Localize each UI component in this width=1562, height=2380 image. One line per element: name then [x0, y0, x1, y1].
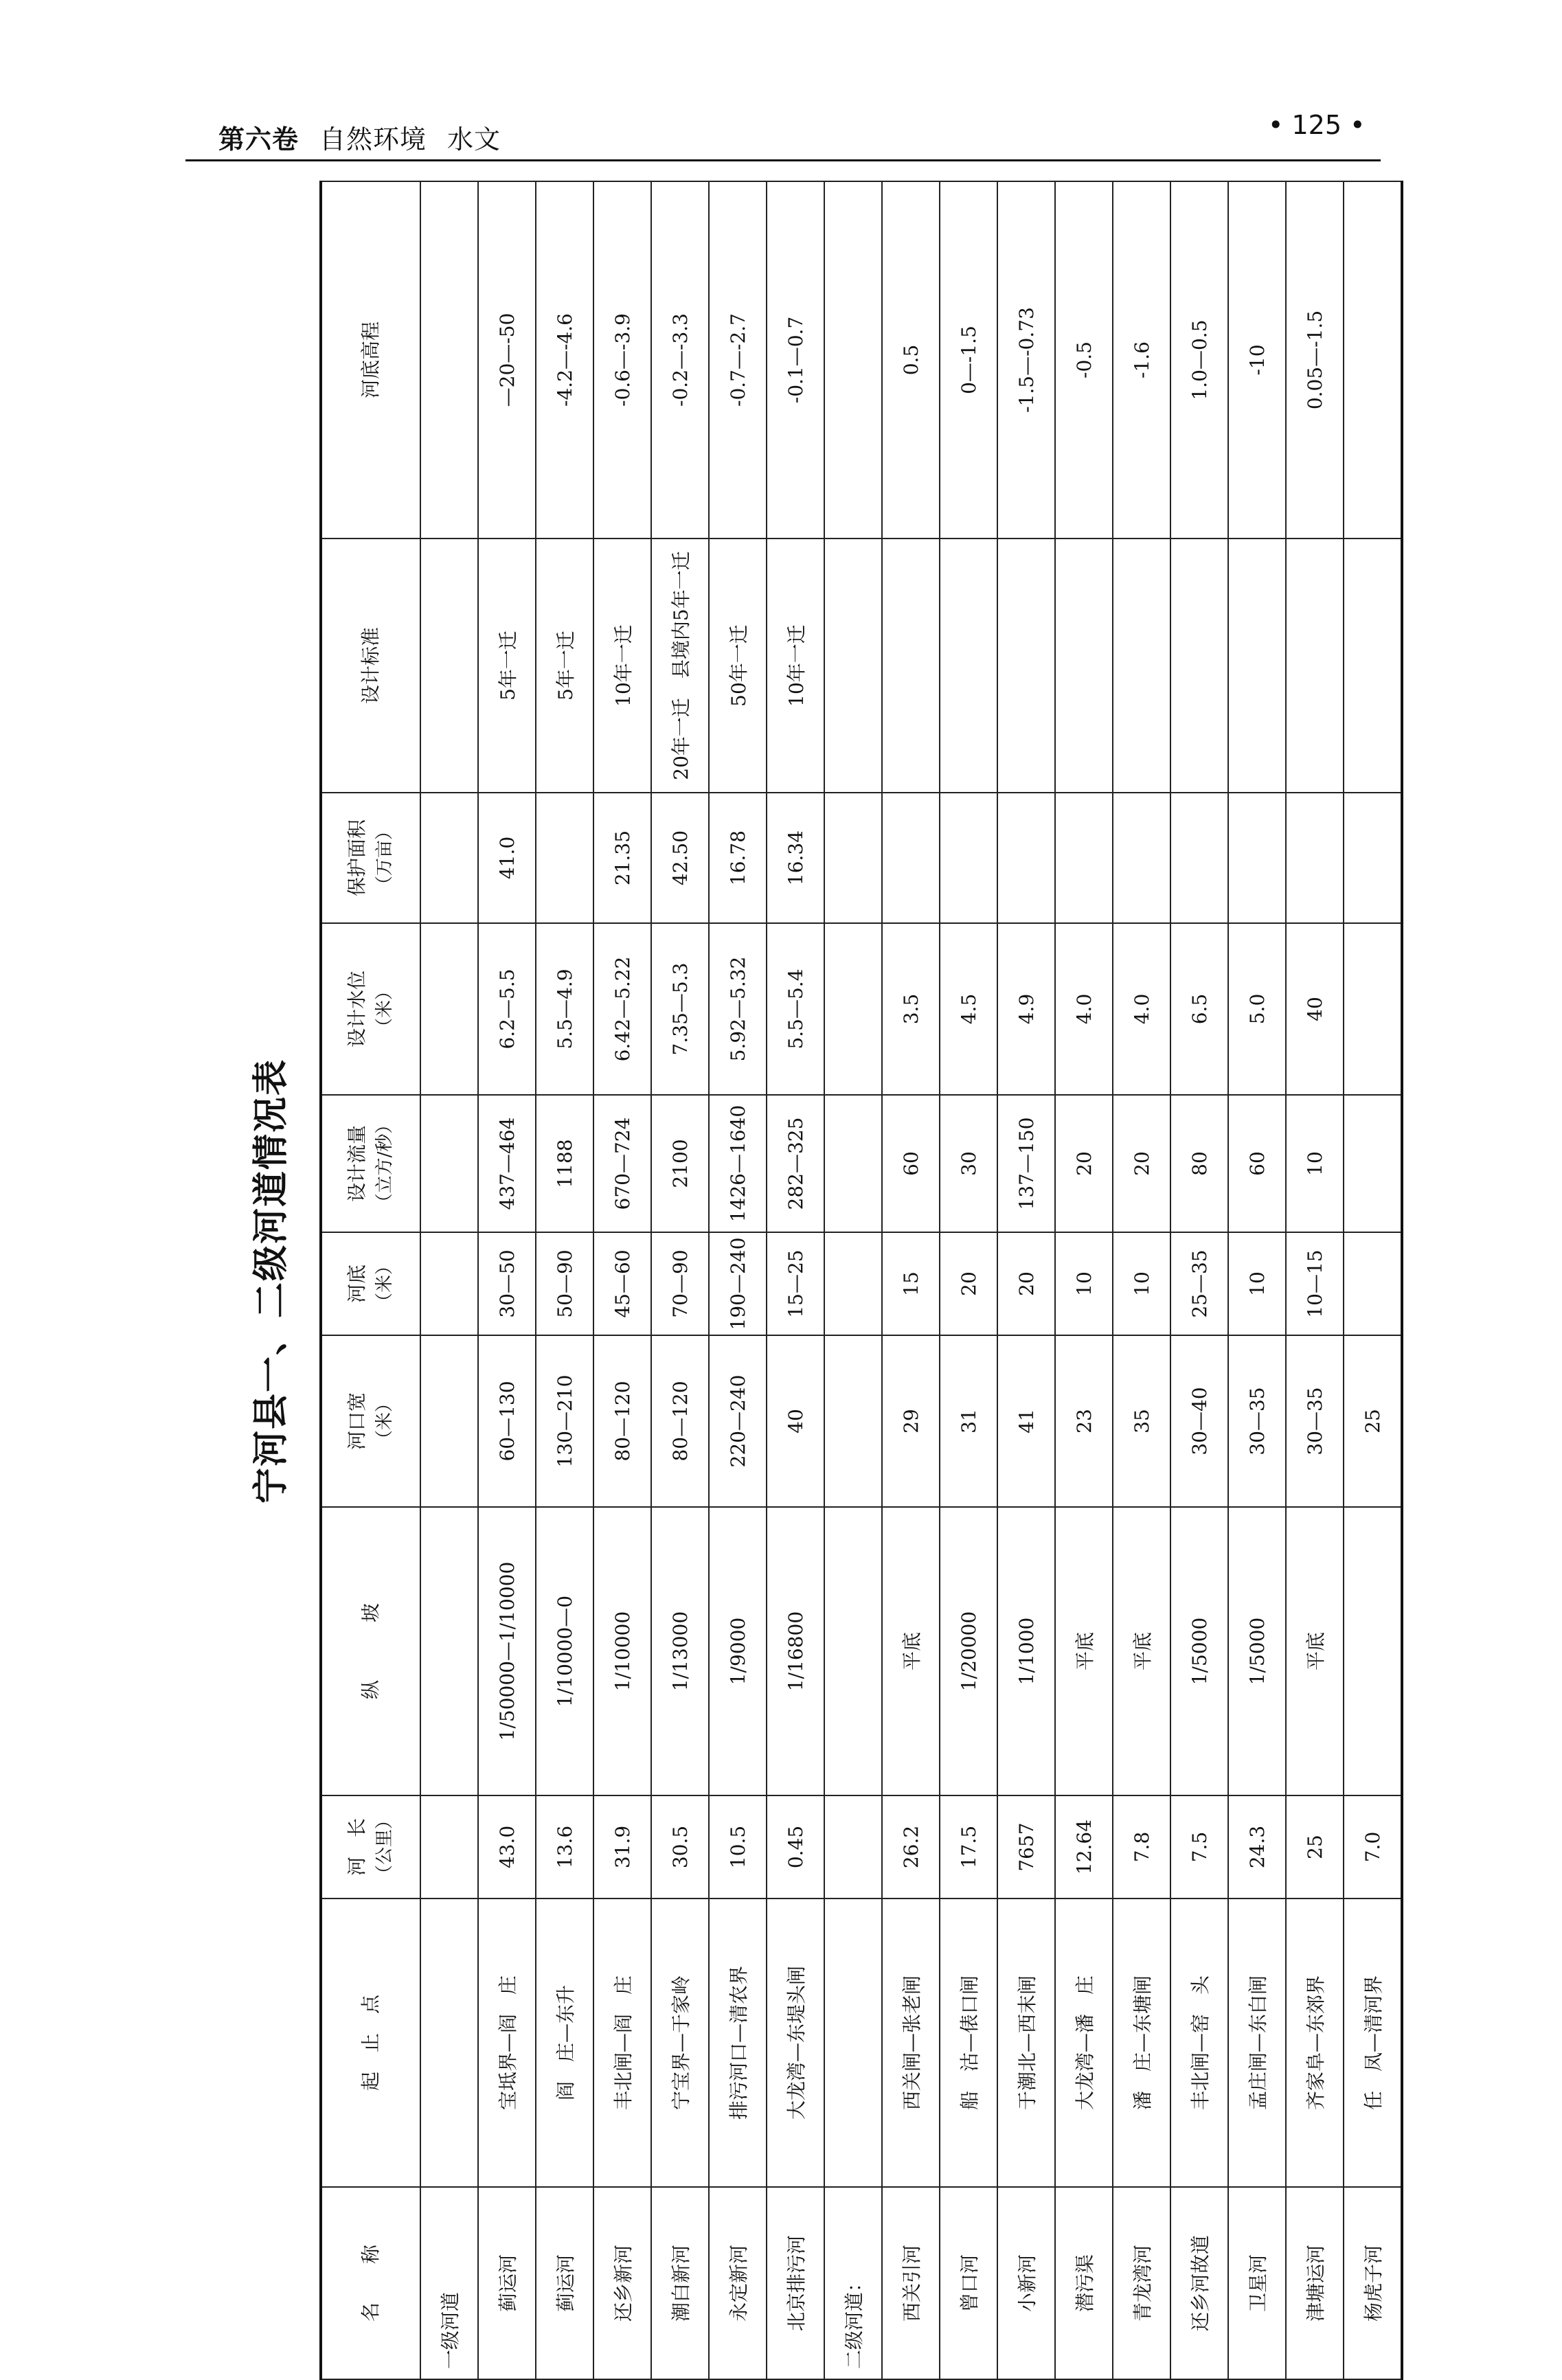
table-body: [420, 181, 1402, 2379]
river-name: 潮白新河: [651, 2187, 709, 2379]
table-cell: 17.5: [940, 1795, 997, 1899]
column-label: 河底高程: [359, 321, 382, 399]
table-cell: 41: [997, 1335, 1055, 1507]
table-cell: [882, 793, 940, 923]
table-cell: 丰北闸—窑 头: [1170, 1899, 1228, 2187]
table-cell: [824, 1899, 882, 2187]
table-cell: 丰北闸—阎 庄: [593, 1899, 651, 2187]
table-cell: 4.0: [1055, 923, 1113, 1095]
section-label: 自然环境: [319, 124, 427, 155]
table-cell: 70—90: [651, 1232, 709, 1335]
table-cell: 41.0: [478, 793, 536, 923]
table-cell: 80—120: [651, 1335, 709, 1507]
column-label: 设计标准: [359, 627, 382, 705]
table-row: [767, 181, 824, 2379]
table-cell: 30—50: [478, 1232, 536, 1335]
rotated-table-area: [244, 182, 1385, 2380]
column-unit: （万亩）: [374, 822, 395, 894]
table-cell: [536, 793, 593, 923]
table-cell: [420, 539, 478, 793]
table-cell: [1344, 1232, 1402, 1335]
column-label: 河口宽: [346, 1392, 368, 1451]
table-cell: 10: [1113, 1232, 1170, 1335]
table-cell: [1344, 923, 1402, 1095]
table-row: [997, 181, 1055, 2379]
table-cell: 16.78: [709, 793, 767, 923]
table-cell: 10: [1228, 1232, 1286, 1335]
table-cell: [420, 1095, 478, 1232]
table-cell: -4.2—-4.6: [536, 181, 593, 539]
table-cell: 35: [1113, 1335, 1170, 1507]
table-cell: 25: [1286, 1795, 1344, 1899]
column-header: [321, 923, 420, 1095]
table-cell: 潘 庄—东塘闸: [1113, 1899, 1170, 2187]
table-cell: 437—464: [478, 1095, 536, 1232]
table-row: [478, 181, 536, 2379]
table-cell: 齐家阜—东郊界: [1286, 1899, 1344, 2187]
table-cell: [1055, 793, 1113, 923]
column-label: 河底: [346, 1265, 368, 1304]
table-row: [882, 181, 940, 2379]
river-name: 还乡河故道: [1170, 2187, 1228, 2379]
table-cell: 1426—1640: [709, 1095, 767, 1232]
table-cell: 10—15: [1286, 1232, 1344, 1335]
table-cell: 40: [767, 1335, 824, 1507]
table-row: [651, 181, 709, 2379]
table-cell: 20: [1055, 1095, 1113, 1232]
river-name: 永定新河: [709, 2187, 767, 2379]
river-name: 青龙湾河: [1113, 2187, 1170, 2379]
table-cell: [1286, 793, 1344, 923]
table-cell: 13.6: [536, 1795, 593, 1899]
table-cell: 1/16800: [767, 1507, 824, 1795]
table-cell: 10: [1055, 1232, 1113, 1335]
table-cell: [997, 793, 1055, 923]
river-name: 卫星河: [1228, 2187, 1286, 2379]
table-cell: [1113, 793, 1170, 923]
table-cell: 平底: [1055, 1507, 1113, 1795]
table-cell: 670—724: [593, 1095, 651, 1232]
table-cell: [1228, 793, 1286, 923]
column-header: [321, 2187, 420, 2379]
table-cell: 于潮北—西末闸: [997, 1899, 1055, 2187]
table-cell: [420, 1232, 478, 1335]
table-cell: [940, 793, 997, 923]
table-cell: 10.5: [709, 1795, 767, 1899]
table-cell: 31.9: [593, 1795, 651, 1899]
table-cell: 5年一迁: [536, 539, 593, 793]
table-cell: 80: [1170, 1095, 1228, 1232]
table-cell: 1/13000: [651, 1507, 709, 1795]
river-name: 北京排污河: [767, 2187, 824, 2379]
column-header: [321, 181, 420, 539]
table-cell: [1344, 539, 1402, 793]
table-cell: 60: [882, 1095, 940, 1232]
table-cell: [940, 539, 997, 793]
table-cell: [1170, 539, 1228, 793]
table-cell: 1/50000—1/10000: [478, 1507, 536, 1795]
column-header: [321, 539, 420, 793]
table-cell: -1.6: [1113, 181, 1170, 539]
table-cell: 2100: [651, 1095, 709, 1232]
table-cell: [1344, 1095, 1402, 1232]
table-cell: -0.2—-3.3: [651, 181, 709, 539]
table-cell: [1113, 539, 1170, 793]
table-cell: 平底: [1113, 1507, 1170, 1795]
table-cell: -0.5: [1055, 181, 1113, 539]
table-cell: 80—120: [593, 1335, 651, 1507]
table-cell: 7.0: [1344, 1795, 1402, 1899]
table-cell: 15: [882, 1232, 940, 1335]
table-cell: -0.6—-3.9: [593, 181, 651, 539]
column-unit: （立方/秒）: [374, 1115, 395, 1212]
table-cell: 1/20000: [940, 1507, 997, 1795]
table-cell: [420, 181, 478, 539]
table-cell: 137—150: [997, 1095, 1055, 1232]
table-cell: 5.5—4.9: [536, 923, 593, 1095]
table-cell: 29: [882, 1335, 940, 1507]
table-cell: -10: [1228, 181, 1286, 539]
table-cell: 12.64: [1055, 1795, 1113, 1899]
table-row: [536, 181, 593, 2379]
table-cell: 船 沽—俵口闸: [940, 1899, 997, 2187]
table-cell: 4.0: [1113, 923, 1170, 1095]
table-cell: 5.92—5.32: [709, 923, 767, 1095]
table-cell: -0.7—-2.7: [709, 181, 767, 539]
table-cell: 宁宝界—于家岭: [651, 1899, 709, 2187]
table-cell: 25—35: [1170, 1232, 1228, 1335]
table-cell: 0—-1.5: [940, 181, 997, 539]
table-cell: [420, 1899, 478, 2187]
table-cell: [882, 539, 940, 793]
table-cell: 6.2—5.5: [478, 923, 536, 1095]
table-cell: [1286, 539, 1344, 793]
table-cell: [1344, 1507, 1402, 1795]
table-cell: 1/5000: [1170, 1507, 1228, 1795]
table-cell: 282—325: [767, 1095, 824, 1232]
table-cell: [824, 793, 882, 923]
table-title: 宁河县一、二级河道情况表: [251, 1058, 292, 1504]
table-cell: 7657: [997, 1795, 1055, 1899]
table-row: [1344, 181, 1402, 2379]
river-name: 曾口河: [940, 2187, 997, 2379]
column-label: 保护面积: [346, 819, 368, 897]
table-cell: 0.5: [882, 181, 940, 539]
table-cell: [824, 1795, 882, 1899]
table-cell: 5年一迁: [478, 539, 536, 793]
table-cell: [824, 181, 882, 539]
column-unit: （米）: [374, 1257, 395, 1311]
river-name: 还乡新河: [593, 2187, 651, 2379]
table-cell: [997, 539, 1055, 793]
table-cell: 45—60: [593, 1232, 651, 1335]
table-cell: [420, 923, 478, 1095]
table-cell: 1.0—0.5: [1170, 181, 1228, 539]
table-row: [1228, 181, 1286, 2379]
table-cell: 阎 庄—东升: [536, 1899, 593, 2187]
table-cell: [824, 1232, 882, 1335]
table-cell: 24.3: [1228, 1795, 1286, 1899]
table-cell: 3.5: [882, 923, 940, 1095]
column-header: [321, 1335, 420, 1507]
table-cell: 190—240: [709, 1232, 767, 1335]
table-cell: 220—240: [709, 1335, 767, 1507]
table-cell: 5.0: [1228, 923, 1286, 1095]
column-header: [321, 1095, 420, 1232]
river-name: 蓟运河: [536, 2187, 593, 2379]
column-label: 纵 坡: [359, 1603, 382, 1700]
table-cell: 7.35—5.3: [651, 923, 709, 1095]
table-cell: 30—35: [1286, 1335, 1344, 1507]
table-cell: 60: [1228, 1095, 1286, 1232]
table-cell: 21.35: [593, 793, 651, 923]
section-row: [824, 181, 882, 2379]
table-cell: 6.42—5.22: [593, 923, 651, 1095]
column-label: 起 止 点: [359, 1995, 382, 2092]
table-cell: 50年一迁: [709, 539, 767, 793]
river-table: [319, 181, 1403, 2380]
table-cell: 30: [940, 1095, 997, 1232]
table-cell: 1/1000: [997, 1507, 1055, 1795]
table-cell: 30—40: [1170, 1335, 1228, 1507]
table-cell: 25: [1344, 1335, 1402, 1507]
table-cell: 大龙湾—东堤头闸: [767, 1899, 824, 2187]
table-cell: 5.5—5.4: [767, 923, 824, 1095]
table-cell: [824, 1335, 882, 1507]
table-cell: 60—130: [478, 1335, 536, 1507]
table-cell: 任 凤—清河界: [1344, 1899, 1402, 2187]
table-cell: -0.1—0.7: [767, 181, 824, 539]
column-header: [321, 1507, 420, 1795]
table-cell: 20年一迁 县境内5年一迁: [651, 539, 709, 793]
running-header: [218, 118, 501, 156]
table-cell: [1228, 539, 1286, 793]
table-cell: 40: [1286, 923, 1344, 1095]
table-cell: [1170, 793, 1228, 923]
rotated-table-content: [244, 182, 1385, 2380]
table-cell: 1/10000: [593, 1507, 651, 1795]
column-unit: （米）: [374, 1394, 395, 1449]
table-cell: 0.05—-1.5: [1286, 181, 1344, 539]
column-label: 设计水位: [346, 971, 368, 1048]
table-cell: 15—25: [767, 1232, 824, 1335]
table-cell: 西关闸—张老闸: [882, 1899, 940, 2187]
table-cell: 20: [1113, 1095, 1170, 1232]
table-cell: 平底: [1286, 1507, 1344, 1795]
table-cell: 7.8: [1113, 1795, 1170, 1899]
subsection-label: 水文: [447, 124, 501, 155]
table-cell: 43.0: [478, 1795, 536, 1899]
table-cell: [1344, 181, 1402, 539]
table-cell: 排污河口—清农界: [709, 1899, 767, 2187]
table-cell: [1344, 793, 1402, 923]
table-row: [1113, 181, 1170, 2379]
table-header-row: [321, 181, 420, 2379]
river-name: 西关引河: [882, 2187, 940, 2379]
table-cell: [420, 1795, 478, 1899]
table-cell: 30—35: [1228, 1335, 1286, 1507]
column-header: [321, 793, 420, 923]
table-row: [709, 181, 767, 2379]
table-cell: 平底: [882, 1507, 940, 1795]
table-cell: —20—-50: [478, 181, 536, 539]
table-cell: 1/9000: [709, 1507, 767, 1795]
column-label: 河 长: [346, 1818, 368, 1877]
river-name: 津塘运河: [1286, 2187, 1344, 2379]
table-cell: 1188: [536, 1095, 593, 1232]
table-cell: 宝坻界—阎 庄: [478, 1899, 536, 2187]
column-header: [321, 1232, 420, 1335]
volume-label: 第六卷: [218, 124, 299, 155]
table-row: [1055, 181, 1113, 2379]
section-label: 一级河道: [420, 2187, 478, 2379]
river-name: 蓟运河: [478, 2187, 536, 2379]
column-unit: （米）: [374, 982, 395, 1036]
table-cell: 1/10000—0: [536, 1507, 593, 1795]
table-cell: -1.5—-0.73: [997, 181, 1055, 539]
column-unit: （公里）: [374, 1811, 395, 1883]
table-cell: [420, 1335, 478, 1507]
table-cell: [824, 1507, 882, 1795]
column-label: 设计流量: [346, 1125, 368, 1203]
table-row: [940, 181, 997, 2379]
table-cell: 0.45: [767, 1795, 824, 1899]
table-cell: 130—210: [536, 1335, 593, 1507]
table-cell: [420, 793, 478, 923]
table-cell: 6.5: [1170, 923, 1228, 1095]
table-cell: 23: [1055, 1335, 1113, 1507]
column-header: [321, 1899, 420, 2187]
table-cell: 大龙湾—潘 庄: [1055, 1899, 1113, 2187]
table-cell: 26.2: [882, 1795, 940, 1899]
table-cell: 10: [1286, 1095, 1344, 1232]
table-cell: [420, 1507, 478, 1795]
table-cell: 4.9: [997, 923, 1055, 1095]
section-label: 二级河道：: [824, 2187, 882, 2379]
table-cell: [824, 1095, 882, 1232]
table-cell: 16.34: [767, 793, 824, 923]
column-header: [321, 1795, 420, 1899]
header-rule: [185, 159, 1381, 161]
river-name: 杨虎子河: [1344, 2187, 1402, 2379]
river-name: 潜污渠: [1055, 2187, 1113, 2379]
table-cell: 42.50: [651, 793, 709, 923]
table-cell: 10年一迁: [767, 539, 824, 793]
table-cell: [1055, 539, 1113, 793]
table-cell: 7.5: [1170, 1795, 1228, 1899]
table-cell: 30.5: [651, 1795, 709, 1899]
table-cell: 20: [997, 1232, 1055, 1335]
section-row: [420, 181, 478, 2379]
table-row: [1286, 181, 1344, 2379]
table-cell: 31: [940, 1335, 997, 1507]
table-cell: [824, 923, 882, 1095]
table-cell: 50—90: [536, 1232, 593, 1335]
column-label: 名 称: [359, 2245, 382, 2322]
table-cell: 1/5000: [1228, 1507, 1286, 1795]
table-cell: [824, 539, 882, 793]
river-name: 小新河: [997, 2187, 1055, 2379]
table-row: [1170, 181, 1228, 2379]
table-cell: 孟庄闸—东白闸: [1228, 1899, 1286, 2187]
table-row: [593, 181, 651, 2379]
table-cell: 20: [940, 1232, 997, 1335]
table-cell: 10年一迁: [593, 539, 651, 793]
table-cell: 4.5: [940, 923, 997, 1095]
page-number: • 125 •: [1268, 110, 1366, 140]
